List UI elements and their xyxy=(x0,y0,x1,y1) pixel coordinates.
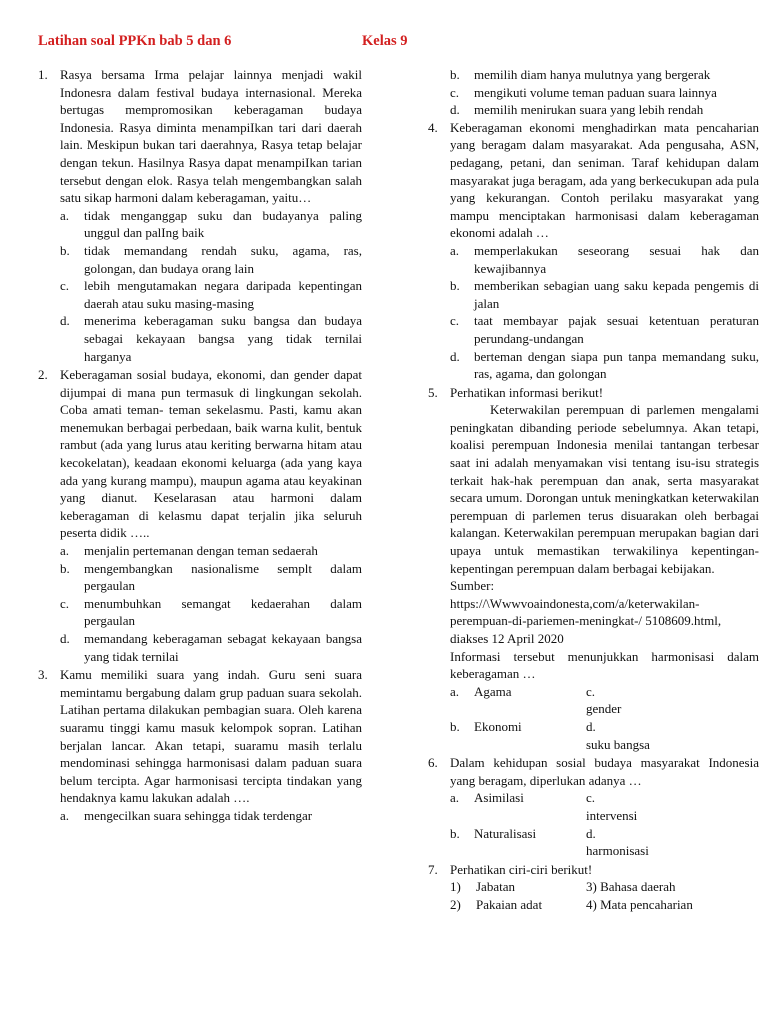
option-label: a. xyxy=(450,790,460,806)
option-text: Agama xyxy=(474,683,512,699)
option-text: Ekonomi xyxy=(474,718,522,734)
option: d. berteman dengan siapa pun tanpa memandang suku, ras, agama, dan golongan xyxy=(450,348,759,382)
option: b. tidak memandang rendah suku, agama, ras, golongan, dan budaya orang lain xyxy=(60,242,362,276)
traits-list xyxy=(450,878,759,913)
question-text: Keberagaman sosial budaya, ekonomi, dan gender dapat dijumpai di mana pun termasuk di lingkungan sekolah. Coba amati teman- teman sekelasmu. Pasti, kamu akan menemukan berbagai perbedaan, baik warna kulit, bentuk rambut (ada yang lurus atau keriting berwarna hitam atau kecokelatan), keadaan ekonomi keluarga (ada yang kaya ada yang kurang mampu), maupun agama atau keyakinan yang dianut. Keselarasan atau harmoni dalam keberagaman di kelasmu dapat terjalin jika seluruh peserta didik ….. xyxy=(60,367,362,541)
source-label: Sumber: xyxy=(450,578,495,594)
info-passage: Keterwakilan perempuan di parlemen mengalami peningkatan dibanding periode sebelumnya. Akan tetapi, koalisi perempuan Indonesia menilai tantangan terbesar saat ini adalah menyamakan visi tentang isu-isu strategis terkait hak-hak perempuan dan anak, serta masyarakat secara umum. Dorongan untuk meningkatkan keterwakilan perempuan di parlemen terus disuarakan oleh berbagai kalangan. Keterwakilan perempuan merupakan bagian dari upaya untuk memastikan terwakilinya kepentingan-kepentingan perempuan dalam berbagai kebijakan. xyxy=(450,402,759,576)
option-text: c. gender xyxy=(586,683,622,717)
item-text: Jabatan xyxy=(476,879,515,895)
question-text: Dalam kehidupan sosial budaya masyarakat Indonesia yang beragam, diperlukan adanya … xyxy=(450,755,759,788)
option: a. tidak menganggap suku dan budayanya paling unggul dan palIng baik xyxy=(60,207,362,241)
option: c. taat membayar pajak sesuai ketentuan peraturan perundang-undangan xyxy=(450,313,759,346)
option: a. mengecilkan suara sehingga tidak terdengar xyxy=(60,807,313,823)
option: a. memperlakukan seseorang sesuai hak dan kewajibannya xyxy=(450,242,759,276)
option-text: c. intervensi xyxy=(586,790,638,823)
question-7 xyxy=(428,861,759,914)
question-number: 5. xyxy=(428,384,438,400)
question-3-continued xyxy=(428,66,759,119)
option-text: Naturalisasi xyxy=(474,825,537,841)
question-number: 3. xyxy=(38,667,48,683)
option: d. memilih menirukan suara yang lebih rendah xyxy=(450,102,704,118)
item-label: 2) xyxy=(450,896,461,912)
option: a. menjalin pertemanan dengan teman sedaerah xyxy=(60,543,318,559)
question-number: 4. xyxy=(428,119,438,135)
left-column xyxy=(38,66,362,826)
question-6 xyxy=(428,754,759,860)
item-text: 4) Mata pencaharian xyxy=(586,896,693,912)
question-3 xyxy=(38,666,362,824)
option: b. memilih diam hanya mulutnya yang bergerak xyxy=(450,67,711,82)
option: b. memberikan sebagian uang saku kepada pengemis di jalan xyxy=(450,278,759,311)
option: b. mengembangkan nasionalisme semplt dalam pergaulan xyxy=(60,560,362,594)
question-number: 2. xyxy=(38,367,48,383)
option: c. lebih mengutamakan negara daripada kepentingan daerah atau suku masing-masing xyxy=(60,278,362,311)
question-text: Informasi tersebut menunjukkan harmonisasi dalam keberagaman … xyxy=(450,648,759,682)
option: d. menerima keberagaman suku bangsa dan budaya sebagai kekayaan bangsa yang tidak ternilai harganya xyxy=(60,313,362,364)
question-number: 6. xyxy=(428,755,438,771)
option-label: b. xyxy=(450,718,460,734)
option-text: d. harmonisasi xyxy=(586,825,649,859)
question-5 xyxy=(428,384,759,753)
question-4 xyxy=(428,119,759,383)
option-label: b. xyxy=(450,825,460,841)
question-number: 7. xyxy=(428,861,438,877)
source-url: https://\Wwwvoaindonesta,com/a/keterwakilan-perempuan-di-pariemen-meningkat-/ 5108609.html, diakses 12 April 2020 xyxy=(450,595,722,646)
question-text: Kamu memiliki suara yang indah. Guru seni suara memintamu bergabung dalam grup paduan suara sekolah. Latihan pertama dilakukan pembagian suara. Oleh karena suaramu tinggi kamu masuk kelompok sopran. Latihan berjalan lancar. Akan tetapi, suaramu masih terlalu mendominasi sehingga harmonisasi dalam paduan suara belum tercipta. Agar harmonisasi tercipta tindakan yang hendaknya kamu lakukan adalah …. xyxy=(60,667,362,806)
option-text: d. suku bangsa xyxy=(586,718,650,752)
question-2 xyxy=(38,366,362,665)
class-label: Kelas 9 xyxy=(362,33,408,49)
question-intro: Perhatikan informasi berikut! xyxy=(450,384,604,400)
item-text: Pakaian adat xyxy=(476,896,543,912)
question-1 xyxy=(38,66,362,365)
question-text: Rasya bersama Irma pelajar lainnya menjadi wakil Indonesra dalam festival budaya internasional. Mereka bertugas mempromosikan keberagaman budaya Indonesia. Rasya diminta menampiIkan tari dari daerah lain. Meskipun bukan tari daerahnya, Rasya tetap belajar dengan tekun. Hasilnya Rasya dapat menampiIkan tarian tersebut dengan elok. Rasya telah mengembangkan salah satu sikap harmoni dalam keberagaman, yaitu… xyxy=(60,67,362,206)
question-text: Perhatikan ciri-ciri berikut! xyxy=(450,861,593,877)
option-label: a. xyxy=(450,683,460,699)
option-text: Asimilasi xyxy=(474,790,524,806)
item-text: 3) Bahasa daerah xyxy=(586,879,676,895)
option: c. menumbuhkan semangat kedaerahan dalam pergaulan xyxy=(60,595,362,629)
question-number: 1. xyxy=(38,67,48,82)
options-grid xyxy=(450,789,759,859)
options-grid xyxy=(450,683,759,753)
option: d. memandang keberagaman sebagat kekayaan bangsa yang tidak ternilai xyxy=(60,631,362,664)
item-label: 1) xyxy=(450,879,461,895)
right-column xyxy=(428,66,759,915)
option: c. mengikuti volume teman paduan suara lainnya xyxy=(450,84,717,100)
question-text: Keberagaman ekonomi menghadirkan mata pencaharian yang beragam dalam masyarakat. Ada pengusaha, ASN, pedagang, petani, dan seniman. Taraf kehidupan dalam masyarakat juga beragam, ada yang berkecukupan ada pula yang kekurangan. Contoh perilaku masyarakat yang mampu menciptakan harmonisasi dalam keberagaman ekonomi adalah … xyxy=(450,119,759,241)
document-title: Latihan soal PPKn bab 5 dan 6 xyxy=(38,33,232,49)
